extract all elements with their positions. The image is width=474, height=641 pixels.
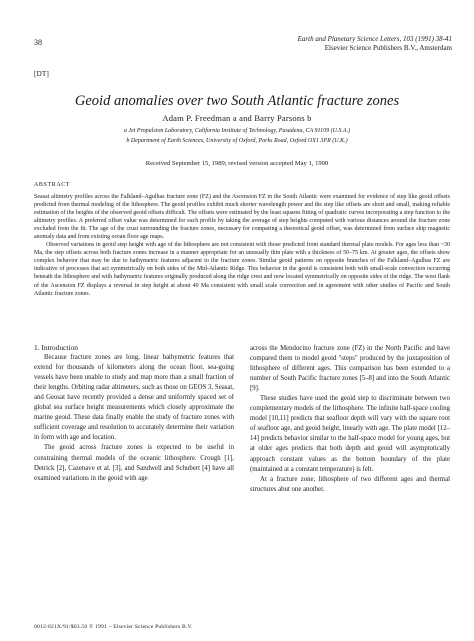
- paper-authors: Adam P. Freedman a and Barry Parsons b: [162, 113, 312, 123]
- journal-header: [298, 35, 452, 53]
- received-dates: Received September 15, 1989; revised version accepted May 1, 1990: [145, 160, 329, 167]
- body-column-left: [34, 343, 234, 484]
- body-paragraph: across the Mendocino fracture zone (FZ) in the North Pacific and have compared them to model geoid "steps" produced by the juxtaposition of lithosphere of different ages. This comparison has been extended to a number of South Pacific fracture zones [5–8] and into the South Atlantic [9].: [250, 345, 450, 393]
- abstract-paragraph: Seasat altimetry profiles across the Falkland–Agulhas fracture zone (FZ) and the Ascension FZ in the South Atlantic were examined for evidence of step like geoid offsets predicted from thermal modeling of the lithosphere. The geoid profiles exhibit much shorter wavelength power and the step like offsets are short and small, making reliable estimation of the heights of the observed geoid offsets difficult. The offsets were estimated by the least squares fitting of quadratic curves incorporating a step function to the altimetry profiles. A preferred offset value was determined for each profile by taking the average of step heights computed with various distances around the fracture zone excluded from the fit. The age of the crust surrounding the fracture zones, necessary for comparing a theoretical geoid offset, was determined from surface ship magnetic anomaly data and from existing ocean floor age maps.: [34, 194, 450, 241]
- abstract-paragraph: Observed variations in geoid step height with age of the lithosphere are not consistent with those predicted from standard thermal plate models. For ages less than ~30 Ma, the step offsets across both fracture zones increase in a manner appropriate for an unusually thin plate with a thickness of 50–75 km. At greater ages, the offsets show complex behavior that may be due to bathymetric features adjacent to the fracture zones. Similar geoid patterns on opposite branches of the Falkland–Agulhas FZ are indicative of processes that act symmetrically on both sides of the Mid-Atlantic Ridge. This behavior in the geoid is consistent both with small-scale convection occurring beneath the lithosphere and with bathymetric features originally produced along the ridge crest and now located symmetrically on opposite sides of the ridge. The west flank of the Ascension FZ displays a reversal in step height at about 40 Ma consistent with small scale convection and in agreement with other studies of Pacific and South Atlantic fracture zones.: [34, 242, 450, 297]
- body-paragraph: The geoid across fracture zones is expected to be useful in constraining thermal models of the oceanic lithosphere. Crough [1], Detrick [2], Cazenave et al. [3], and Sandwell and Schubert [4] have all examined variations in the geoid with age: [34, 444, 234, 482]
- abstract-body: [34, 193, 450, 298]
- section-heading: 1. Introduction: [34, 343, 78, 352]
- body-paragraph: These studies have used the geoid step to discriminate between two complementary models of the lithosphere. The infinite half-space cooling model [10,11] predicts that seafloor depth will vary with the square root of seafloor age, and geoid height, linearly with age. The plate model [12–14] predicts behavior similar to the half-space model for young ages, but at older ages predicts that both depth and geoid will asymptotically approach constant values as the bottom boundary of the plate (maintained at a constant temperature) is felt.: [250, 395, 450, 473]
- journal-publisher: Elsevier Science Publishers B.V., Amsterdam: [324, 44, 452, 52]
- copyright-footer: 0012-821X/91/$03.50 © 1991 – Elsevier Science Publishers B.V.: [34, 624, 193, 630]
- body-column-right: [250, 344, 450, 495]
- paper-title: Geoid anomalies over two South Atlantic fracture zones: [74, 93, 400, 109]
- document-type-tag: [DT]: [34, 70, 50, 78]
- affiliation-b: b Department of Earth Sciences, University of Oxford, Parks Road, Oxford OX1 3PR (U.K.): [126, 138, 348, 144]
- affiliation-a: a Jet Propulsion Laboratory, California Institute of Technology, Pasadena, CA 91109 (U.S.A.): [123, 128, 351, 134]
- abstract-heading: ABSTRACT: [34, 182, 71, 188]
- page-number: 38: [34, 38, 42, 47]
- body-paragraph: At a fracture zone, lithosphere of two different ages and thermal structures abut one another.: [250, 475, 450, 493]
- body-paragraph: Because fracture zones are long, linear bathymetric features that extend for thousands of kilometers along the ocean floor, sea-going vessels have been unable to study and map more than a small fraction of their lengths. Orbiting radar altimeters, such as those on GEOS 3, Seasat, and Geosat have recently provided a dense and uniformly spaced set of global sea surface height measurements which closely approximate the marine geoid. These data finally enable the study of fracture zones with sufficient coverage and resolution to accurately determine their variation in form with age and location.: [34, 354, 234, 442]
- journal-name: Earth and Planetary Science Letters, 103 (1991) 38-41: [297, 35, 452, 43]
